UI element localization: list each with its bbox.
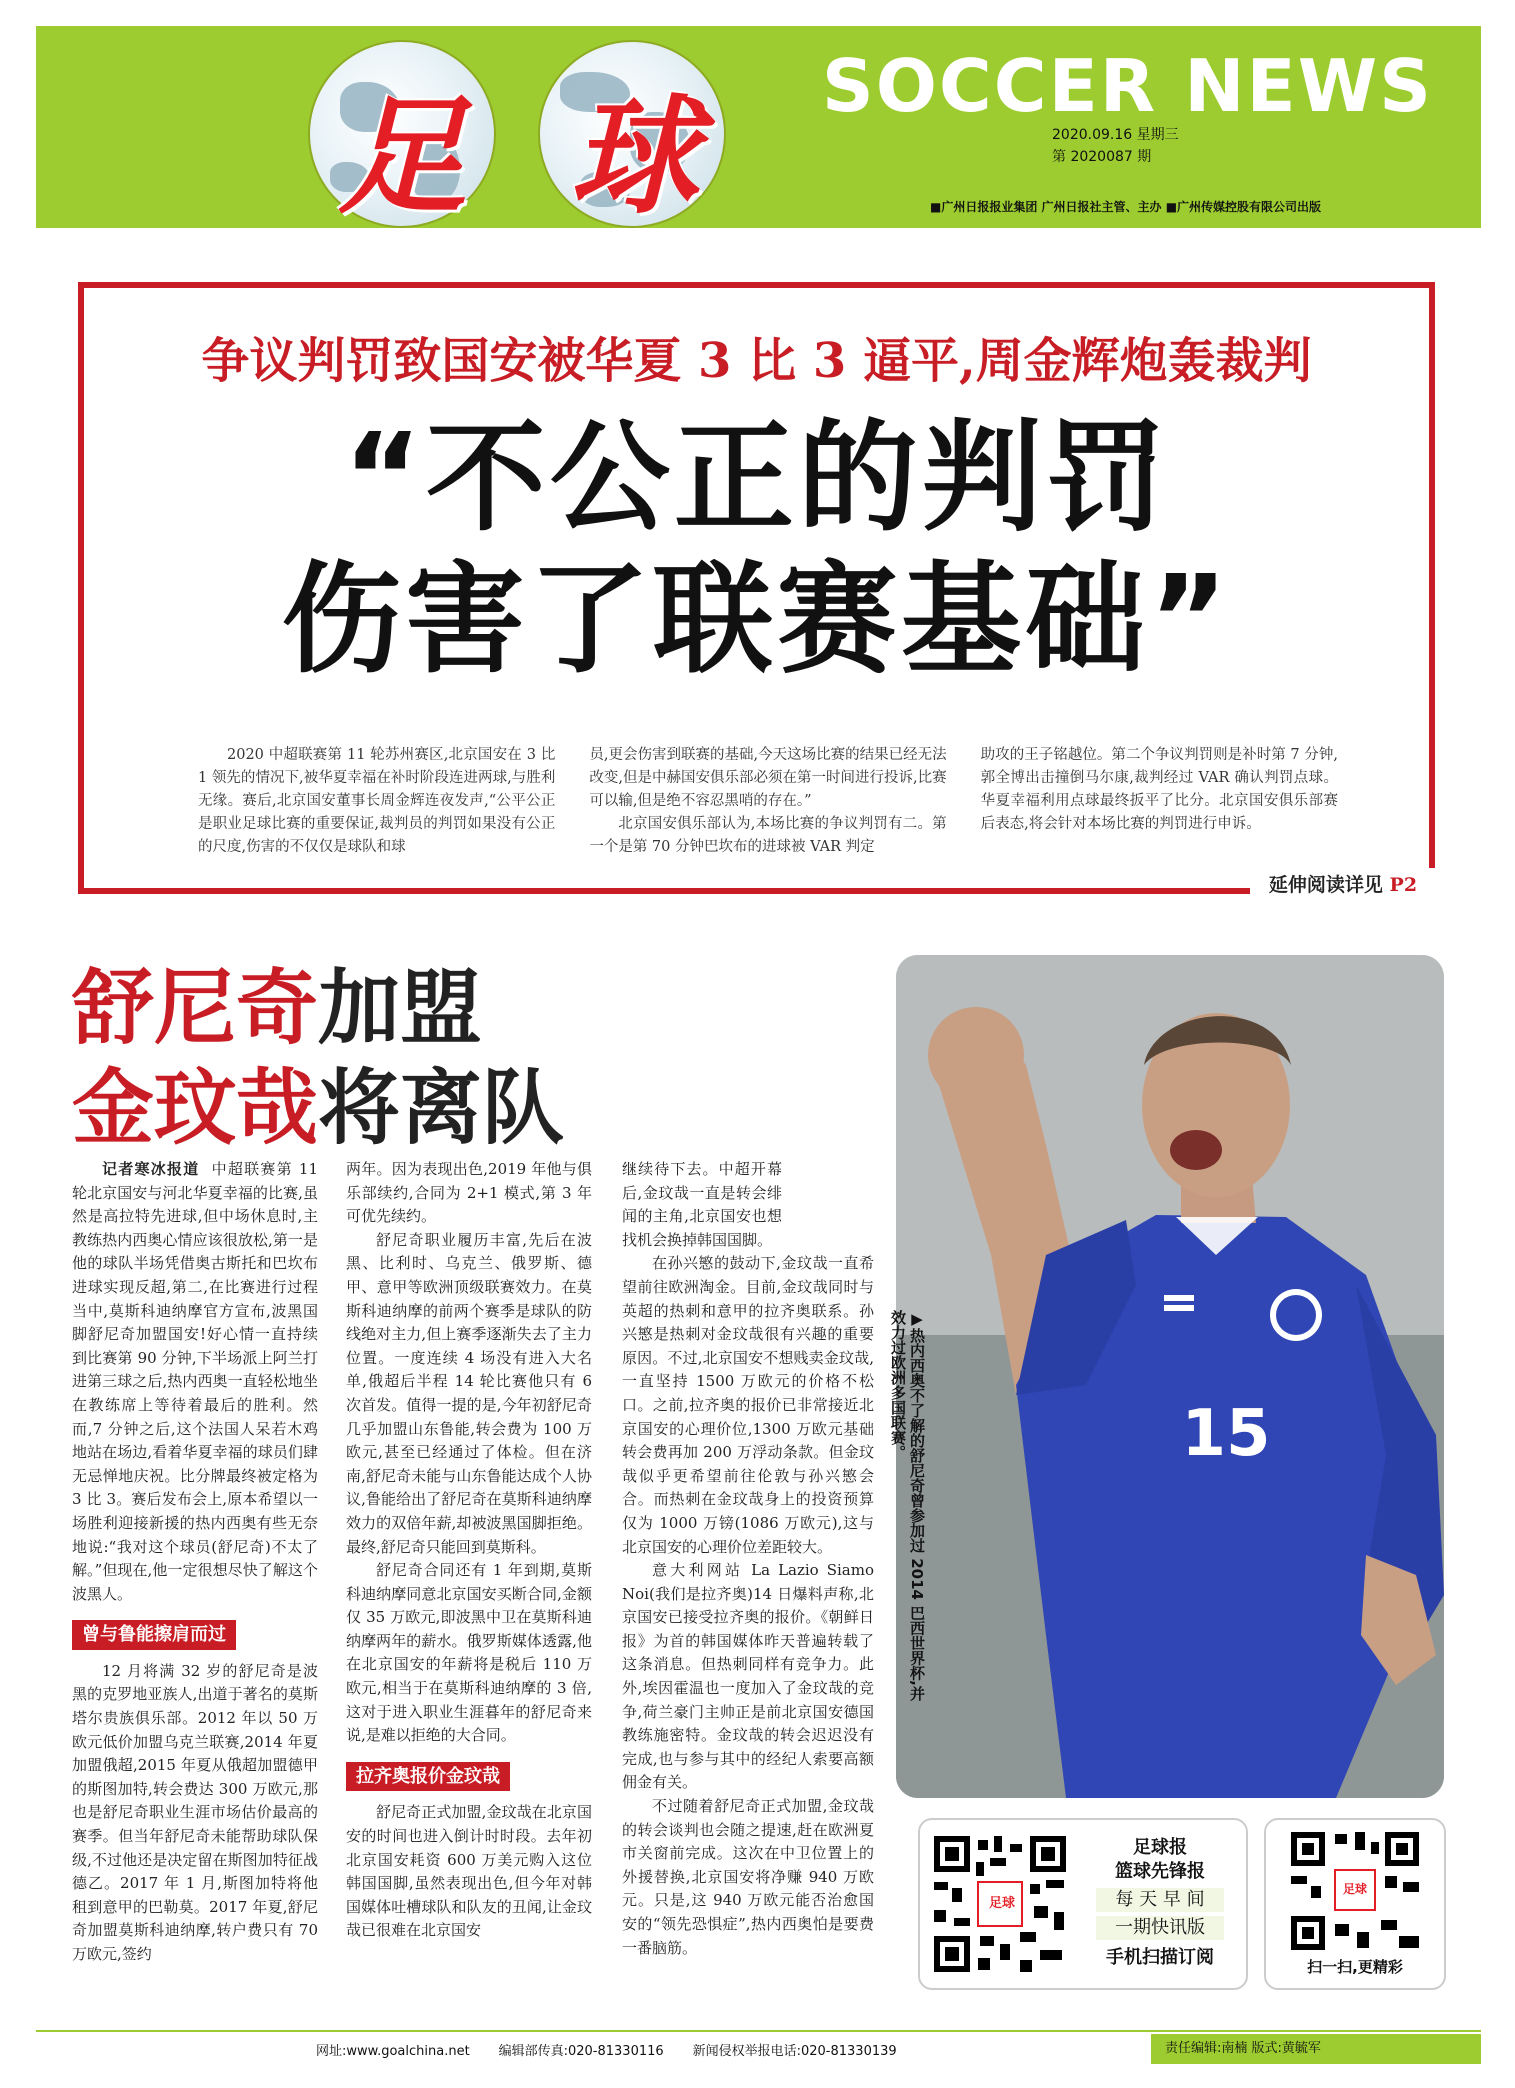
promo-line: 一期快讯版 <box>1096 1916 1224 1940</box>
dateline <box>1052 124 1179 168</box>
subscribe-promo <box>918 1818 1248 1990</box>
issue-number: 第 2020087 期 <box>1052 149 1152 165</box>
headline-black: 将离队 <box>318 1060 565 1156</box>
read-more-label: 延伸阅读详见 <box>1268 874 1390 896</box>
body-paragraph: 中超联赛第 11 轮北京国安与河北华夏幸福的比赛,虽然是高拉特先进球,但中场休息时,主教练热内西奥心情应该很放松,第一是他的球队半场凭借奥古斯托和巴坎布进球实现反超,第二,在比赛进行过程当中,莫斯科迪纳摩官方宣布,波黑国脚舒尼奇加盟国安!好心情一直持续到比赛第 90 分钟,下半场派上阿兰打进第三球之后,热内西奥一直轻松地坐在教练席上等待着最后的胜利。然而,7 分钟之后,这个法国人呆若木鸡地站在场边,看着华夏幸福的球员们肆无忌惮地庆祝。比分牌最终被定格为 3 比 3。赛后发布会上,原本希望以一场胜利迎接新援的热内西奥有些无奈地说:“我对这个球员(舒尼奇)不太了解。”但现在,他一定很想尽快了解这个波黑人。 <box>72 1160 318 1603</box>
logo-char: 球 <box>570 82 699 232</box>
footer-rule <box>36 2030 1481 2032</box>
qr-code-icon[interactable] <box>930 1832 1070 1976</box>
footer-info <box>316 2040 897 2059</box>
byline: 记者寒冰报道 <box>102 1160 200 1178</box>
fax-number: 编辑部传真:020-81330116 <box>498 2044 664 2059</box>
article-column <box>622 1158 874 1960</box>
body-paragraph: 两年。因为表现出色,2019 年他与俱乐部续约,合同为 2+1 模式,第 3 年可优先续约。 <box>346 1160 592 1226</box>
headline-black: 加盟 <box>318 960 483 1056</box>
top-story-headline <box>78 408 1435 692</box>
headline-red: 舒尼奇 <box>72 960 319 1056</box>
body-paragraph: 舒尼奇合同还有 1 年到期,莫斯科迪纳摩同意北京国安买断合同,金额仅 35 万欧元,即波黑中卫在莫斯科迪纳摩两年的薪水。俄罗斯媒体透露,他在北京国安的年薪将是税后 110 万欧元,相当于在莫斯科迪纳摩的 3 倍,这对于进入职业生涯暮年的舒尼奇来说,是难以拒绝的大合同。 <box>346 1561 592 1745</box>
body-paragraph: 员,更会伤害到联赛的基础,今天这场比赛的结果已经无法改变,但是中赫国安俱乐部必须在第一时间进行投诉,比赛可以输,但是绝不容忍黑哨的存在。” <box>589 747 947 809</box>
body-paragraph: 不过随着舒尼奇正式加盟,金玟哉的转会谈判也会随之提速,赶在欧洲夏市关窗前完成。这次在中卫位置上的外援替换,北京国安将净赚 940 万欧元。只是,这 940 万欧元能否治愈国安的“领先恐惧症”,热内西奥怕是要费一番脑筋。 <box>622 1797 874 1957</box>
logo <box>308 36 738 232</box>
body-paragraph: 助攻的王子铭越位。第二个争议判罚则是补时第 7 分钟,郭全博出击撞倒马尔康,裁判经过 VAR 确认判罚点球。华夏幸福利用点球最终扳平了比分。北京国安俱乐部赛后表态,将会针对本场比赛的判罚进行申诉。 <box>980 747 1338 832</box>
body-paragraph: 意大利网站 La Lazio Siamo Noi(我们是拉齐奥)14 日爆料声称,北京国安已接受拉齐奥的报价。《朝鲜日报》为首的韩国媒体昨天普遍转载了这条消息。但热刺同样有竞争力。此外,埃因霍温也一度加入了金玟哉的竞争,荷兰豪门主帅正是前北京国安德国教练施密特。金玟哉的转会迟迟没有完成,也与参与其中的经纪人索要高额佣金有关。 <box>622 1561 874 1792</box>
masthead-title: SOCCER NEWS <box>821 44 1433 128</box>
headline-red: 金玟哉 <box>72 1060 319 1156</box>
read-more-link[interactable] <box>1250 868 1436 902</box>
date: 2020.09.16 星期三 <box>1052 127 1179 143</box>
masthead <box>36 26 1481 232</box>
headline-line: 伤害了联赛基础” <box>281 551 1232 690</box>
headline-line: “不公正的判罚 <box>343 409 1170 548</box>
promo-line: 篮球先锋报 <box>1115 1861 1205 1882</box>
qr-center-label: 足球 <box>988 1896 1015 1911</box>
promo-line: 足球报 <box>1133 1837 1187 1858</box>
top-story-body <box>198 744 1338 859</box>
page-ref: P2 <box>1389 874 1418 896</box>
logo-char: 足 <box>338 82 467 232</box>
body-paragraph: 北京国安俱乐部认为,本场比赛的争议判罚有二。第一个是第 70 分钟巴坎布的进球被 VAR 判定 <box>589 816 947 855</box>
website-link[interactable]: 网址:www.goalchina.net <box>316 2044 470 2059</box>
player-photo <box>889 955 1444 1798</box>
editor-credits: 责任编辑:南楠 版式:黄毓军 <box>1151 2034 1481 2064</box>
top-story-subhead: 争议判罚致国安被华夏 3 比 3 逼平,周金辉炮轰裁判 <box>201 333 1312 389</box>
promo-text <box>1080 1836 1240 1970</box>
photo-caption: ▶热内西奥不了解的舒尼奇曾参加过 2014 巴西世界杯,并效力过欧洲多国联赛。 <box>889 1310 926 1701</box>
body-paragraph: 在孙兴慜的鼓动下,金玟哉一直希望前往欧洲淘金。目前,金玟哉同时与英超的热刺和意甲的拉齐奥联系。孙兴慜是热刺对金玟哉很有兴趣的重要原因。不过,北京国安不想贱卖金玟哉,一直坚持 1500 万欧元的价格不松口。之前,拉齐奥的报价已非常接近北京国安的心理价位,1300 万欧元基础转会费再加 200 万浮动条款。但金玟哉似乎更希望前往伦敦与孙兴慜会合。而热刺在金玟哉身上的投资预算仅为 1000 万镑(1086 万欧元),这与北京国安的心理价位差距较大。 <box>622 1254 874 1556</box>
body-paragraph: 继续待下去。中超开幕后,金玟哉一直是转会绯闻的主角,北京国安也想找机会换掉韩国国脚。 <box>622 1160 782 1249</box>
body-paragraph: 2020 中超联赛第 11 轮苏州赛区,北京国安在 3 比 1 领先的情况下,被华夏幸福在补时阶段连进两球,与胜利无缘。赛后,北京国安董事长周金辉连夜发声,“公平公正是职业足球比赛的重要保证,裁判员的判罚如果没有公正的尺度,伤害的不仅仅是球队和球 <box>198 747 556 855</box>
section-heading: 拉齐奥报价金玟哉 <box>346 1762 510 1792</box>
promo-line: 每 天 早 间 <box>1096 1888 1224 1912</box>
body-column <box>589 744 946 859</box>
qr-promo-secondary <box>1264 1818 1446 1990</box>
qr-center-label: 足球 <box>1342 1882 1367 1896</box>
qr-caption: 扫一扫,更精彩 <box>1307 1958 1403 1976</box>
publisher-line: ■广州日报报业集团 广州日报社主管、主办 ■广州传媒控股有限公司出版 <box>930 200 1322 214</box>
player-illustration <box>889 955 1444 1798</box>
body-paragraph: 舒尼奇正式加盟,金玟哉在北京国安的时间也进入倒计时时段。去年初北京国安耗资 600 万美元购入这位韩国国脚,虽然表现出色,但今年对韩国媒体吐槽球队和队友的丑闻,让金玟哉已很难在北京国安 <box>346 1803 592 1940</box>
section-heading: 曾与鲁能擦肩而过 <box>72 1620 236 1650</box>
report-phone: 新闻侵权举报电话:020-81330139 <box>692 2044 897 2059</box>
body-paragraph: 舒尼奇职业履历丰富,先后在波黑、比利时、乌克兰、俄罗斯、德甲、意甲等欧洲顶级联赛效力。在莫斯科迪纳摩的前两个赛季是球队的防线绝对主力,但上赛季逐渐失去了主力位置。一度连续 4 场没有进入大名单,俄超后半程 14 轮比赛他只有 6 次首发。值得一提的是,今年初舒尼奇几乎加盟山东鲁能,转会费为 100 万欧元,甚至已经通过了体检。但在济南,舒尼奇未能与山东鲁能达成个人协议,鲁能给出了舒尼奇在莫斯科迪纳摩效力的双倍年薪,却被波黑国脚拒绝。最终,舒尼奇只能回到莫斯科。 <box>346 1230 592 1556</box>
qr-code-icon[interactable] <box>1285 1828 1425 1954</box>
article-column <box>72 1158 318 1967</box>
body-paragraph: 12 月将满 32 岁的舒尼奇是波黑的克罗地亚族人,出道于著名的莫斯塔尔贵族俱乐部。2012 年以 50 万欧元低价加盟乌克兰联赛,2014 年夏加盟俄超,2015 年夏从俄超加盟德甲的斯图加特,转会费达 300 万欧元,那也是舒尼奇职业生涯市场估价最高的赛季。但当年舒尼奇未能帮助球队保级,不过他还是决定留在斯图加特征战德乙。2017 年 1 月,斯图加特将他租到意甲的巴勒莫。2017 年夏,舒尼奇加盟莫斯科迪纳摩,转户费只有 70 万欧元,签约 <box>72 1661 318 1963</box>
footer <box>36 2034 1481 2064</box>
promo-line: 手机扫描订阅 <box>1106 1947 1214 1968</box>
jersey-number: 15 <box>1181 1397 1271 1471</box>
article-column <box>346 1158 592 1943</box>
second-story-headline <box>72 958 564 1158</box>
